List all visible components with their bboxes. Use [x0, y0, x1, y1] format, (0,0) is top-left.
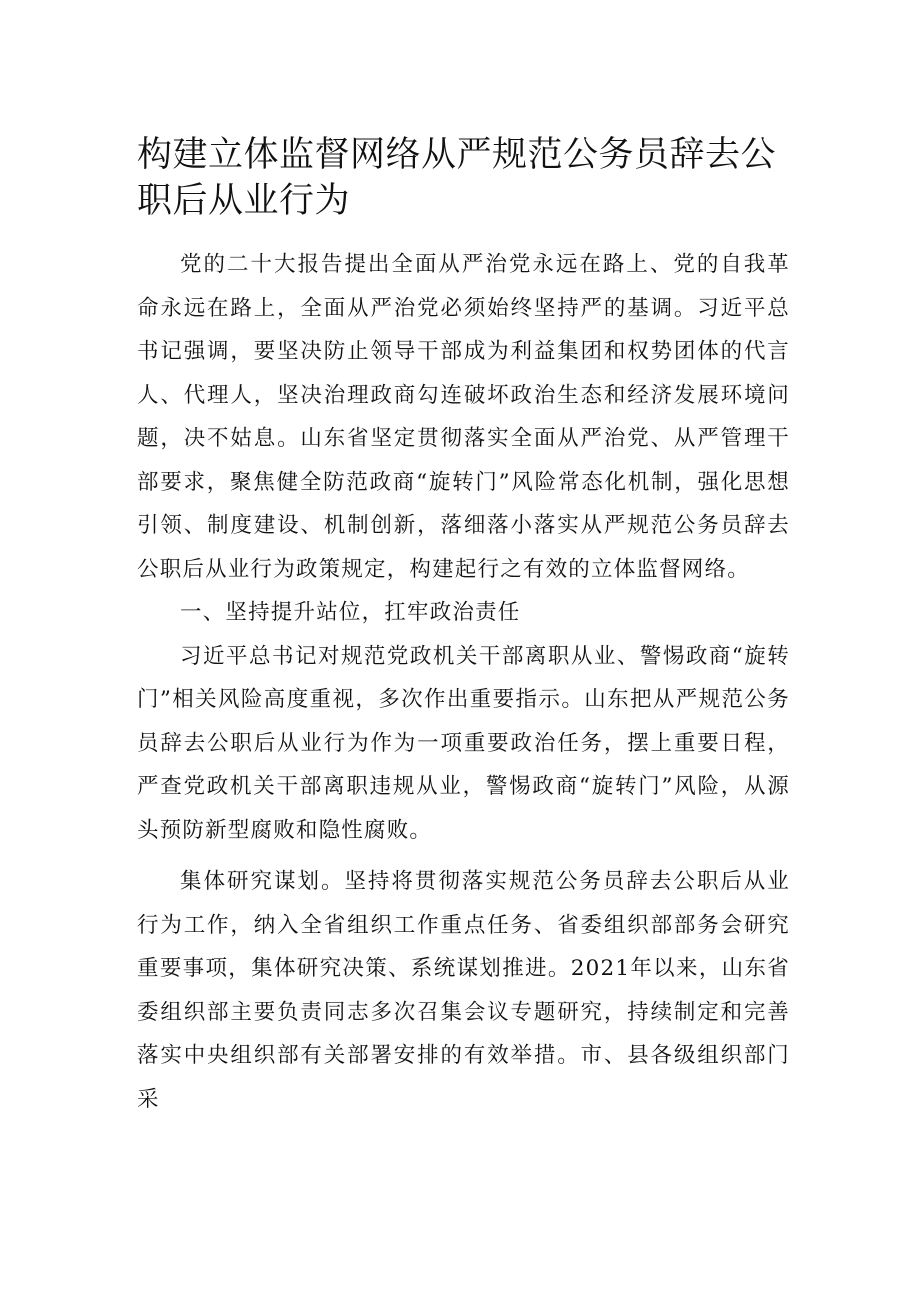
document-body [137, 243, 790, 1121]
paragraph-collective-research: 集体研究谋划。坚持将贯彻落实规范公务员辞去公职后从业行为工作，纳入全省组织工作重点任务、省委组织部部务会研究重要事项，集体研究决策、系统谋划推进。2021年以来，山东省委组织部主要负责同志多次召集会议专题研究，持续制定和完善落实中央组织部有关部署安排的有效举措。市、县各级组织部门采 [137, 869, 790, 1112]
paragraph-intro: 党的二十大报告提出全面从严治党永远在路上、党的自我革命永远在路上，全面从严治党必须始终坚持严的基调。习近平总书记强调，要坚决防止领导干部成为利益集团和权势团体的代言人、代理人，坚决治理政商勾连破坏政治生态和经济发展环境问题，决不姑息。山东省坚定贯彻落实全面从严治党、从严管理干部要求，聚焦健全防范政商“旋转门”风险常态化机制，强化思想引领、制度建设、机制创新，落细落小落实从严规范公务员辞去公职后从业行为政策规定，构建起行之有效的立体监督网络。 [137, 252, 790, 582]
document-title: 构建立体监督网络从严规范公务员辞去公职后从业行为 [137, 135, 777, 221]
paragraph-section-1: 习近平总书记对规范党政机关干部离职从业、警惕政商“旋转门”相关风险高度重视，多次作出重要指示。山东把从严规范公务员辞去公职后从业行为作为一项重要政治任务，摆上重要日程，严查党政机关干部离职违规从业，警惕政商“旋转门”风险，从源头预防新型腐败和隐性腐败。 [137, 643, 790, 843]
section-heading-1: 一、坚持提升站位，扛牢政治责任 [180, 600, 521, 625]
paragraph-spacer [137, 852, 790, 860]
